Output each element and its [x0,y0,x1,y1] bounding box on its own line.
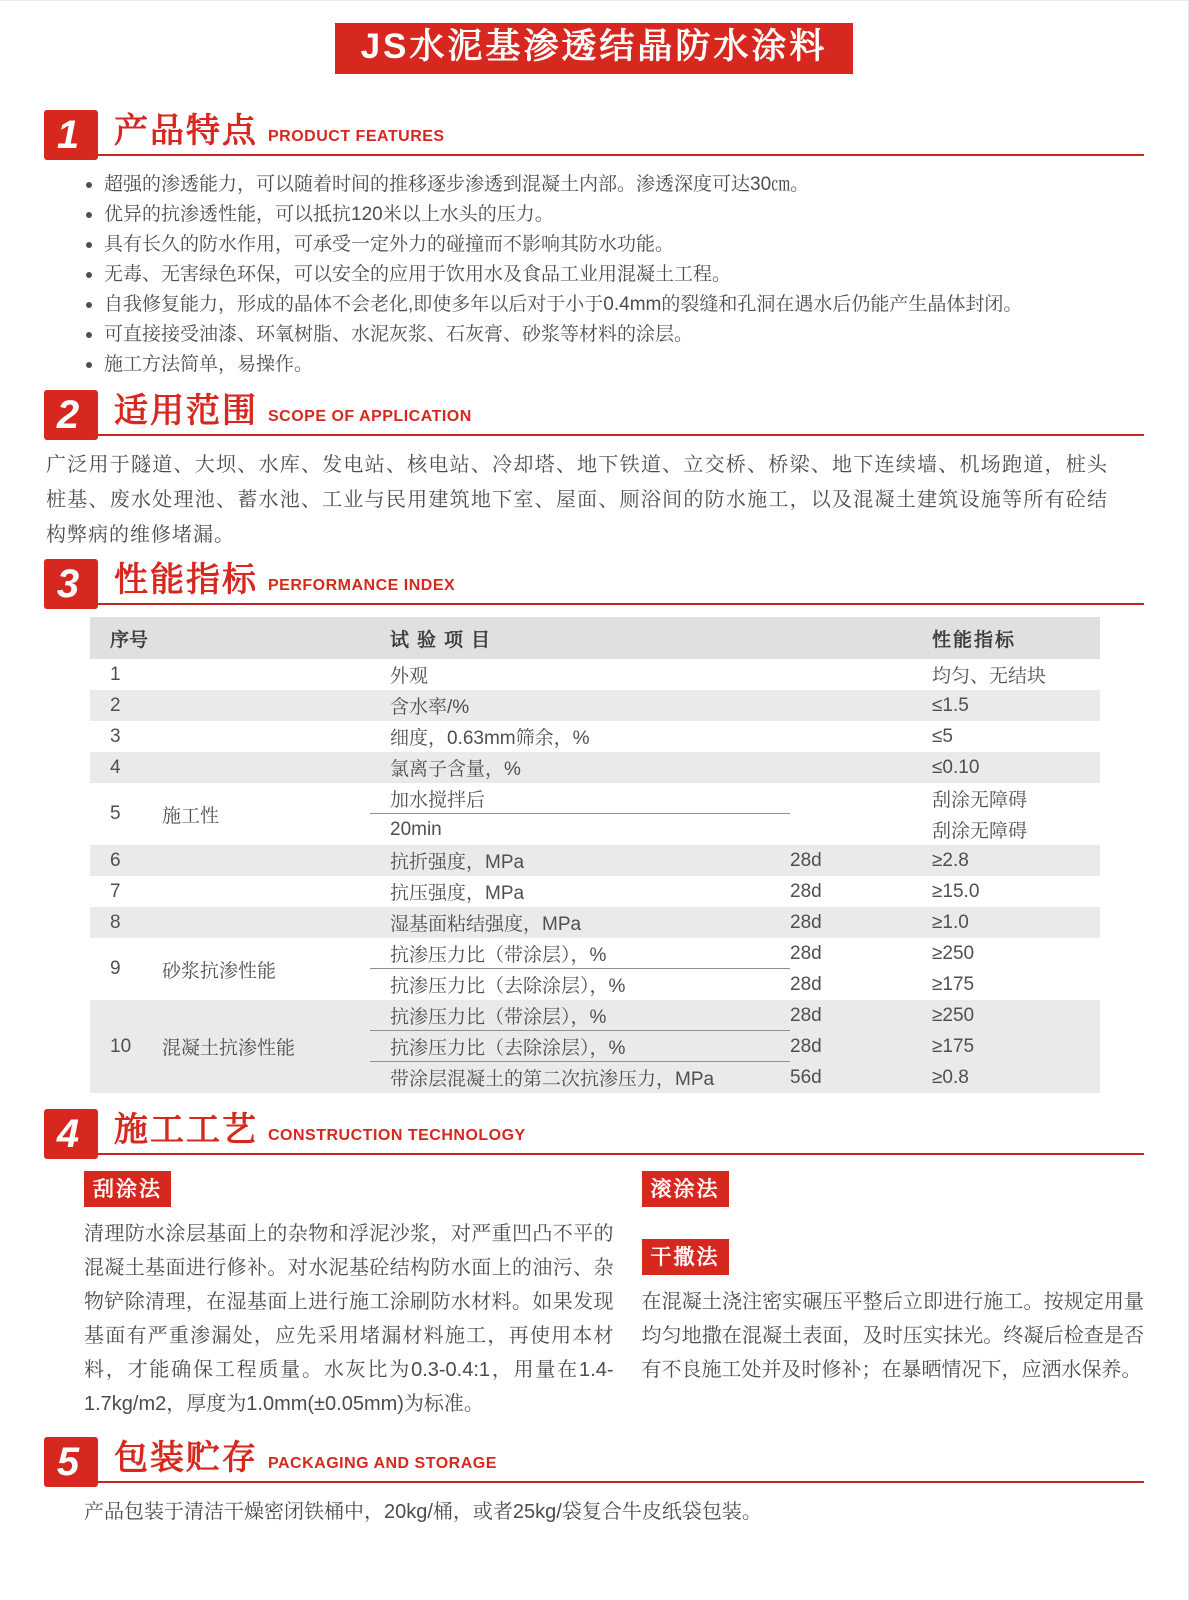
cell-item: 氯离子含量，% [390,759,521,781]
cell-category [162,876,370,907]
section-title: 施工工艺 [114,1111,258,1150]
column-header-no: 序号 [110,629,149,651]
section-header-scope [44,390,1144,436]
table-subrow [370,659,1100,690]
table-row [90,938,1100,1000]
cell-lines [370,845,1100,876]
cell-value: ≥0.8 [932,1066,969,1088]
table-subrow [370,690,1100,721]
cell-value: ≤5 [932,725,953,747]
cell-lines [370,783,1100,845]
feature-item: 具有长久的防水作用，可承受一定外力的碰撞而不影响其防水功能。 [84,230,1144,260]
performance-table [90,617,1100,1093]
section-header-construction [44,1109,1144,1155]
cell-no: 10 [110,1035,132,1057]
method-badge-dry: 干撒法 [642,1239,729,1275]
table-subrow [370,1000,1100,1031]
cell-category [162,659,370,690]
cell-category [162,845,370,876]
cell-lines [370,659,1100,690]
section-subtitle: PERFORMANCE INDEX [268,577,456,595]
cell-value: ≥15.0 [932,880,980,902]
table-row [90,876,1100,907]
scope-paragraph: 广泛用于隧道、大坝、水库、发电站、核电站、冷却塔、地下铁道、立交桥、桥梁、地下连续墙、机场跑道，桩头桩基、废水处理池、蓄水池、工业与民用建筑地下室、屋面、厕浴间的防水施工，以及混凝土建筑设施等所有砼结构弊病的维修堵漏。 [46,454,1108,547]
cell-category: 施工性 [162,805,220,827]
section-title: 适用范围 [114,392,258,431]
section-subtitle: SCOPE OF APPLICATION [268,408,472,426]
method-dry-sprinkle [642,1239,1144,1275]
section-header-features [44,110,1144,156]
cell-lines [370,752,1100,783]
cell-item: 抗渗压力比（去除涂层），% [390,976,626,998]
cell-no: 5 [110,803,121,825]
column-header-item: 试验项目 [390,629,499,651]
section-number: 5 [44,1437,98,1487]
table-subrow [370,617,1100,659]
cell-lines [370,907,1100,938]
section-number: 1 [44,110,98,160]
cell-item: 20min [390,818,442,840]
packaging-paragraph: 产品包装于清洁干燥密闭铁桶中，20kg/桶，或者25kg/袋复合牛皮纸袋包装。 [84,1501,762,1524]
table-header-row [90,617,1100,659]
table-row [90,690,1100,721]
table-subrow [370,783,1100,814]
table-subrow [370,814,1100,845]
section-subtitle: CONSTRUCTION TECHNOLOGY [268,1127,526,1145]
section-header-performance [44,559,1144,605]
cell-no: 6 [110,849,121,871]
cell-lines [370,938,1100,1000]
cell-age: 28d [790,880,822,902]
cell-category: 混凝土抗渗性能 [162,1038,296,1060]
cell-item: 抗渗压力比（带涂层），% [370,938,790,969]
cell-age: 28d [790,1004,822,1026]
table-subrow [370,876,1100,907]
table-row [90,721,1100,752]
feature-item: 可直接接受油漆、环氧树脂、水泥灰浆、石灰膏、砂浆等材料的涂层。 [84,320,1144,350]
feature-list [84,170,1144,380]
cell-no: 1 [110,663,121,685]
method-text-dry: 在混凝土浇注密实碾压平整后立即进行施工。按规定用量均匀地撒在混凝土表面，及时压实抹光。终凝后检查是否有不良施工处并及时修补；在暴晒情况下，应洒水保养。 [641,1291,1144,1382]
section-title: 包装贮存 [114,1439,258,1478]
method-badge-roll: 滚涂法 [642,1171,729,1207]
cell-item: 含水率/% [390,697,470,719]
document-content [0,110,1188,1527]
cell-category [162,752,370,783]
table-row [90,783,1100,845]
cell-value: ≥1.0 [932,911,969,933]
cell-item: 带涂层混凝土的第二次抗渗压力，MPa [390,1069,715,1091]
cell-item: 湿基面粘结强度，MPa [390,914,582,936]
cell-age: 28d [790,911,822,933]
table-subrow [370,752,1100,783]
cell-category: 砂浆抗渗性能 [162,960,277,982]
cell-category [162,690,370,721]
document-title: JS水泥基渗透结晶防水涂料 [335,23,854,74]
section-number: 2 [44,390,98,440]
cell-item: 抗折强度，MPa [390,852,525,874]
cell-age: 28d [790,973,822,995]
section-number: 4 [44,1109,98,1159]
section-subtitle: PACKAGING AND STORAGE [268,1455,497,1473]
cell-age: 28d [790,1035,822,1057]
cell-item: 细度，0.63mm筛余，% [390,728,590,750]
method-roll-coating [642,1171,1144,1207]
cell-age: 28d [790,942,822,964]
cell-no: 7 [110,880,121,902]
table-row [90,845,1100,876]
cell-lines [370,1000,1100,1093]
cell-lines [370,617,1100,659]
table-subrow [370,907,1100,938]
cell-category [162,617,370,659]
table-subrow [370,1031,1100,1062]
feature-item: 施工方法简单，易操作。 [84,350,1144,380]
method-text-scrape: 清理防水涂层基面上的杂物和浮泥沙浆，对严重凹凸不平的混凝土基面进行修补。对水泥基砼结构防水面上的油污、杂物铲除清理，在湿基面上进行施工涂刷防水材料。如果发现基面有严重渗漏处，应先采用堵漏材料施工，再使用本材料，才能确保工程质量。水灰比为0.3-0.4:1，用量在1.4-1.7kg/m2，厚度为1.0mm(±0.05mm)为标准。 [84,1223,614,1416]
method-column-right [642,1171,1144,1421]
cell-value: ≥175 [932,1035,975,1057]
cell-value: 刮涂无障碍 [932,790,1028,812]
method-scrape-coating [84,1171,614,1421]
feature-item: 超强的渗透能力，可以随着时间的推移逐步渗透到混凝土内部。渗透深度可达30㎝。 [84,170,1144,200]
section-title: 产品特点 [114,112,258,151]
table-row [90,752,1100,783]
cell-lines [370,690,1100,721]
table-subrow [370,721,1100,752]
construction-methods [84,1171,1144,1421]
cell-age: 56d [790,1066,822,1088]
cell-category [162,721,370,752]
method-badge-scrape: 刮涂法 [84,1171,171,1207]
cell-value: 刮涂无障碍 [932,821,1028,843]
cell-item: 加水搅拌后 [370,783,790,814]
table-row [90,1000,1100,1093]
cell-category [162,907,370,938]
table-subrow [370,1062,1100,1093]
section-subtitle: PRODUCT FEATURES [268,128,445,146]
feature-item: 优异的抗渗透性能，可以抵抗120米以上水头的压力。 [84,200,1144,230]
column-header-value: 性能指标 [932,629,1017,651]
cell-no: 3 [110,725,121,747]
table-subrow [370,845,1100,876]
cell-no: 4 [110,756,121,778]
cell-value: 均匀、无结块 [932,666,1047,688]
table-subrow [370,938,1100,969]
cell-value: ≥2.8 [932,849,969,871]
cell-value: ≥250 [932,1004,975,1026]
section-number: 3 [44,559,98,609]
feature-item: 无毒、无害绿色环保，可以安全的应用于饮用水及食品工业用混凝土工程。 [84,260,1144,290]
cell-no: 8 [110,911,121,933]
cell-item: 抗渗压力比（带涂层），% [370,1000,790,1031]
cell-value: ≥175 [932,973,975,995]
section-title: 性能指标 [114,561,258,600]
cell-no: 2 [110,694,121,716]
section-header-packaging [44,1437,1144,1483]
cell-item: 抗渗压力比（去除涂层），% [370,1031,790,1062]
cell-value: ≥250 [932,942,975,964]
cell-item: 抗压强度，MPa [390,883,525,905]
table-row [90,659,1100,690]
table-subrow [370,969,1100,1000]
cell-lines [370,876,1100,907]
feature-item: 自我修复能力，形成的晶体不会老化,即使多年以后对于小于0.4mm的裂缝和孔洞在遇水后仍能产生晶体封闭。 [84,290,1144,320]
cell-no: 9 [110,958,121,980]
table-row [90,907,1100,938]
cell-age: 28d [790,849,822,871]
cell-value: ≤0.10 [932,756,980,778]
cell-item: 外观 [390,666,429,688]
cell-lines [370,721,1100,752]
cell-value: ≤1.5 [932,694,969,716]
